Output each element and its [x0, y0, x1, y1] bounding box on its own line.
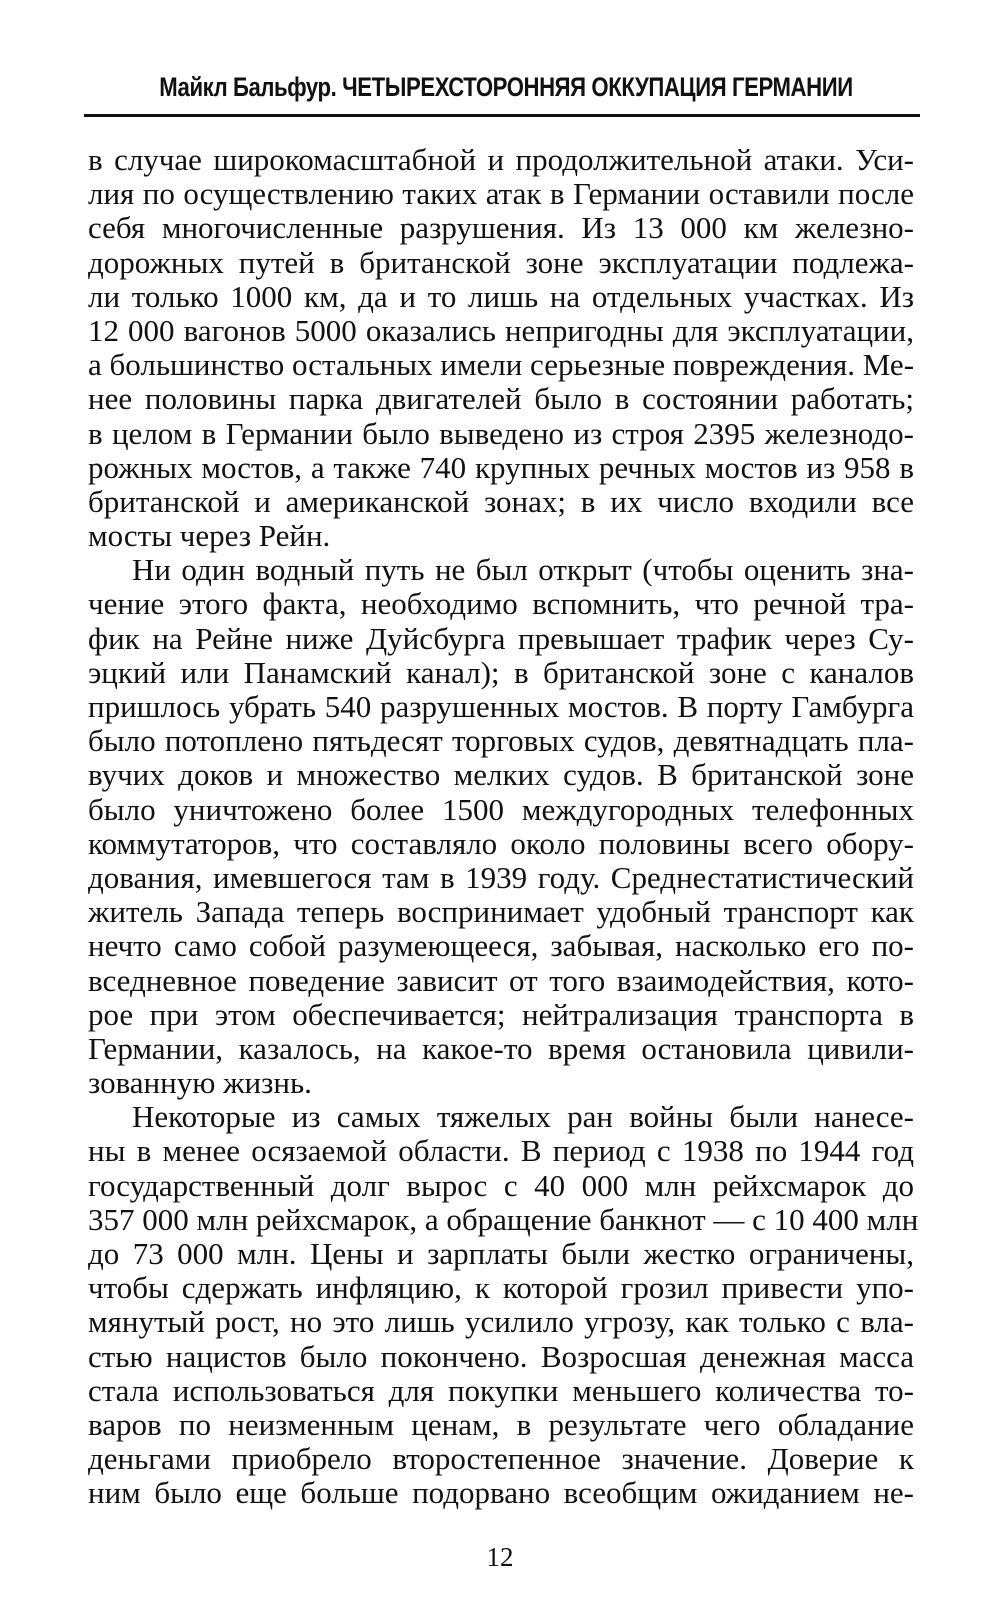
- text-line: зованную жизнь.: [88, 1065, 312, 1101]
- text-line: было потоплено пятьдесят торговых судов, девятнадцать пла-: [88, 723, 914, 759]
- text-line: себя многочисленные разрушения. Из 13 000 км железно-: [88, 210, 914, 246]
- text-line: в целом в Германии было выведено из строя 2395 железнодо-: [88, 415, 914, 451]
- text-line: эцкий или Панамский канал); в британской зоне с каналов: [88, 654, 914, 690]
- text-line: нее половины парка двигателей было в состоянии работать;: [88, 381, 914, 417]
- text-line: вучих доков и множество мелких судов. В британской зоне: [88, 757, 914, 793]
- text-line: в случае широкомасштабной и продолжительной атаки. Уси-: [88, 142, 914, 177]
- text-line: 12 000 вагонов 5000 оказались непригодны для эксплуатации,: [88, 312, 914, 348]
- text-line: 357 000 млн рейхсмарок, а обращение банкнот — с 10 400 млн: [88, 1201, 919, 1237]
- text-line: житель Запада теперь воспринимает удобный транспорт как: [88, 894, 914, 930]
- text-line: ли только 1000 км, да и то лишь на отдельных участках. Из: [88, 278, 914, 314]
- text-line: коммутаторов, что составляло около половины всего обору-: [88, 825, 914, 861]
- text-line: дорожных путей в британской зоне эксплуатации подлежа-: [88, 244, 914, 280]
- text-line: чтобы сдержать инфляцию, к которой грозил привести упо-: [88, 1270, 914, 1306]
- text-line: было уничтожено более 1500 междугородных телефонных: [88, 791, 914, 827]
- page-number: 12: [486, 1542, 514, 1572]
- header-rule: [84, 114, 920, 117]
- text-line: Ни один водный путь не был открыт (чтобы оценить зна-: [132, 552, 914, 588]
- text-line: государственный долг вырос с 40 000 млн рейхсмарок до: [88, 1167, 914, 1203]
- paragraph: [88, 1099, 919, 1511]
- text-line: ним было еще больше подорвано всеобщим ожиданием не-: [88, 1475, 914, 1511]
- text-line: рое при этом обеспечивается; нейтрализация транспорта в: [88, 996, 914, 1032]
- text-line: нечто само собой разумеющееся, забывая, насколько его по-: [88, 928, 914, 964]
- text-line: а большинство остальных имели серьезные повреждения. Ме-: [88, 347, 915, 383]
- text-line: стью нацистов было покончено. Возросшая денежная масса: [88, 1338, 914, 1374]
- text-line: до 73 000 млн. Цены и зарплаты были жестко ограничены,: [88, 1236, 914, 1271]
- text-line: лия по осуществлению таких атак в Германии оставили после: [88, 176, 914, 212]
- text-line: фик на Рейне ниже Дуйсбурга превышает трафик через Су-: [88, 620, 914, 656]
- paragraph: [88, 143, 914, 553]
- text-line: чение этого факта, необходимо вспомнить, что речной тра-: [88, 586, 914, 622]
- text-line: рожных мостов, а также 740 крупных речных мостов из 958 в: [88, 449, 914, 485]
- running-head: Майкл Бальфур. ЧЕТЫРЕХСТОРОННЯЯ ОККУПАЦИЯ ГЕРМАНИИ: [159, 72, 853, 102]
- text-line: ны в менее осязаемой области. В период с 1938 по 1944 год: [88, 1133, 914, 1169]
- text-line: Германии, казалось, на какое-то время остановила цивили-: [88, 1030, 914, 1066]
- text-line: мосты через Рейн.: [88, 518, 331, 554]
- text-line: британской и американской зонах; в их число входили все: [88, 483, 914, 519]
- text-line: деньгами приобрело второстепенное значение. Доверие к: [88, 1441, 914, 1477]
- text-line: мянутый рост, но это лишь усилило угрозу, как только с вла-: [88, 1304, 914, 1340]
- body-text: [88, 142, 919, 1511]
- text-line: дования, имевшегося там в 1939 году. Среднестатистический: [88, 859, 914, 895]
- text-line: стала использоваться для покупки меньшего количества то-: [88, 1372, 914, 1408]
- text-line: пришлось убрать 540 разрушенных мостов. В порту Гамбурга: [88, 689, 914, 724]
- text-line: Некоторые из самых тяжелых ран войны были нанесе-: [132, 1099, 914, 1135]
- text-line: варов по неизменным ценам, в результате чего обладание: [88, 1406, 914, 1442]
- text-line: вседневное поведение зависит от того взаимодействия, кото-: [88, 962, 914, 998]
- paragraph: [88, 553, 914, 1100]
